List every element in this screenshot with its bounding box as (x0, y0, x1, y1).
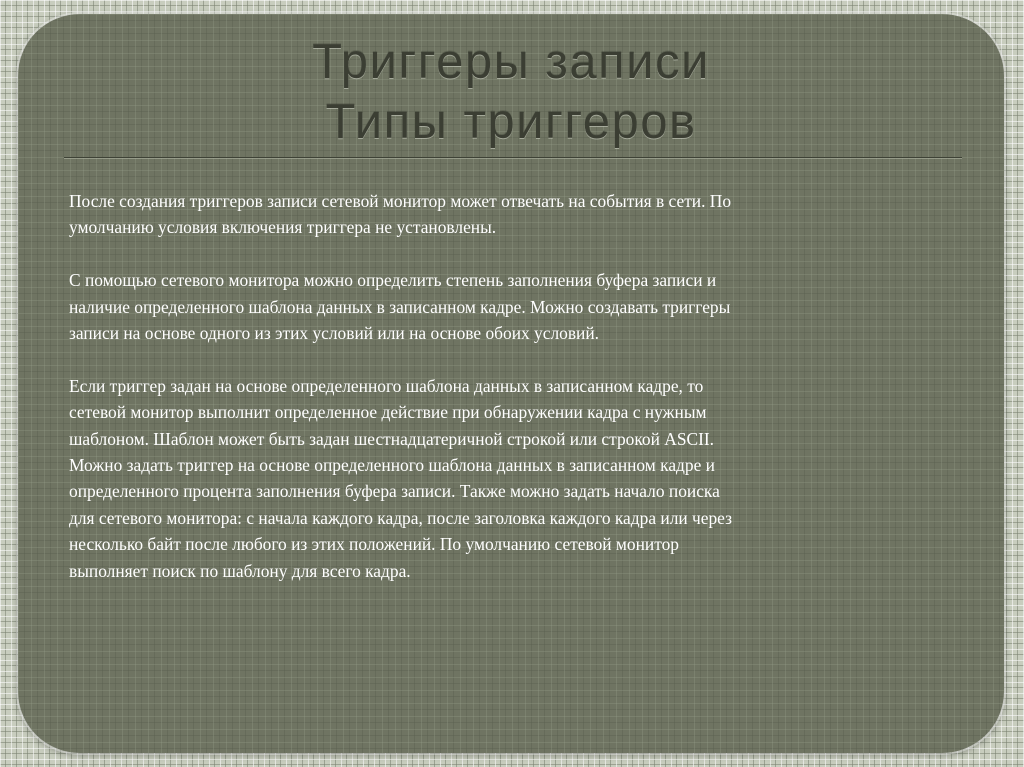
paragraph-line: С помощью сетевого монитора можно определить степень заполнения буфера записи и (69, 270, 717, 291)
paragraph-line: Можно задать триггер на основе определенного шаблона данных в записанном кадре и (69, 455, 715, 476)
paragraph-line: выполняет поиск по шаблону для всего кадра. (69, 560, 411, 581)
slide-body (69, 188, 959, 610)
title-line-2: Типы триггеров (325, 95, 697, 149)
paragraph-line: шаблоном. Шаблон может быть задан шестнадцатеричной строкой или строкой ASCII. (69, 428, 715, 449)
paragraph-line: сетевой монитор выполнит определенное действие при обнаружении кадра с нужным (69, 402, 707, 423)
paragraph-1 (69, 188, 959, 241)
paragraph-line: После создания триггеров записи сетевой монитор может отвечать на события в сети. По (69, 191, 732, 211)
paragraph-line: несколько байт после любого из этих положений. По умолчанию сетевой монитор (69, 534, 679, 555)
slide-title (18, 32, 1004, 152)
paragraph-line: умолчанию условия включения триггера не установлены. (69, 217, 497, 238)
title-line-1: Триггеры записи (312, 35, 710, 89)
title-divider (64, 157, 962, 159)
paragraph-line: определенного процента заполнения буфера записи. Также можно задать начало поиска (69, 481, 720, 502)
paragraph-line: наличие определенного шаблона данных в записанном кадре. Можно создавать триггеры (69, 296, 731, 317)
paragraph-line: для сетевого монитора: с начала каждого кадра, после заголовка каждого кадра или через (69, 507, 732, 528)
paragraph-3 (69, 373, 959, 584)
slide-panel (18, 14, 1004, 753)
paragraph-line: Если триггер задан на основе определенного шаблона данных в записанном кадре, то (69, 375, 704, 396)
paragraph-2 (69, 267, 959, 346)
paragraph-line: записи на основе одного из этих условий или на основе обоих условий. (69, 323, 600, 344)
